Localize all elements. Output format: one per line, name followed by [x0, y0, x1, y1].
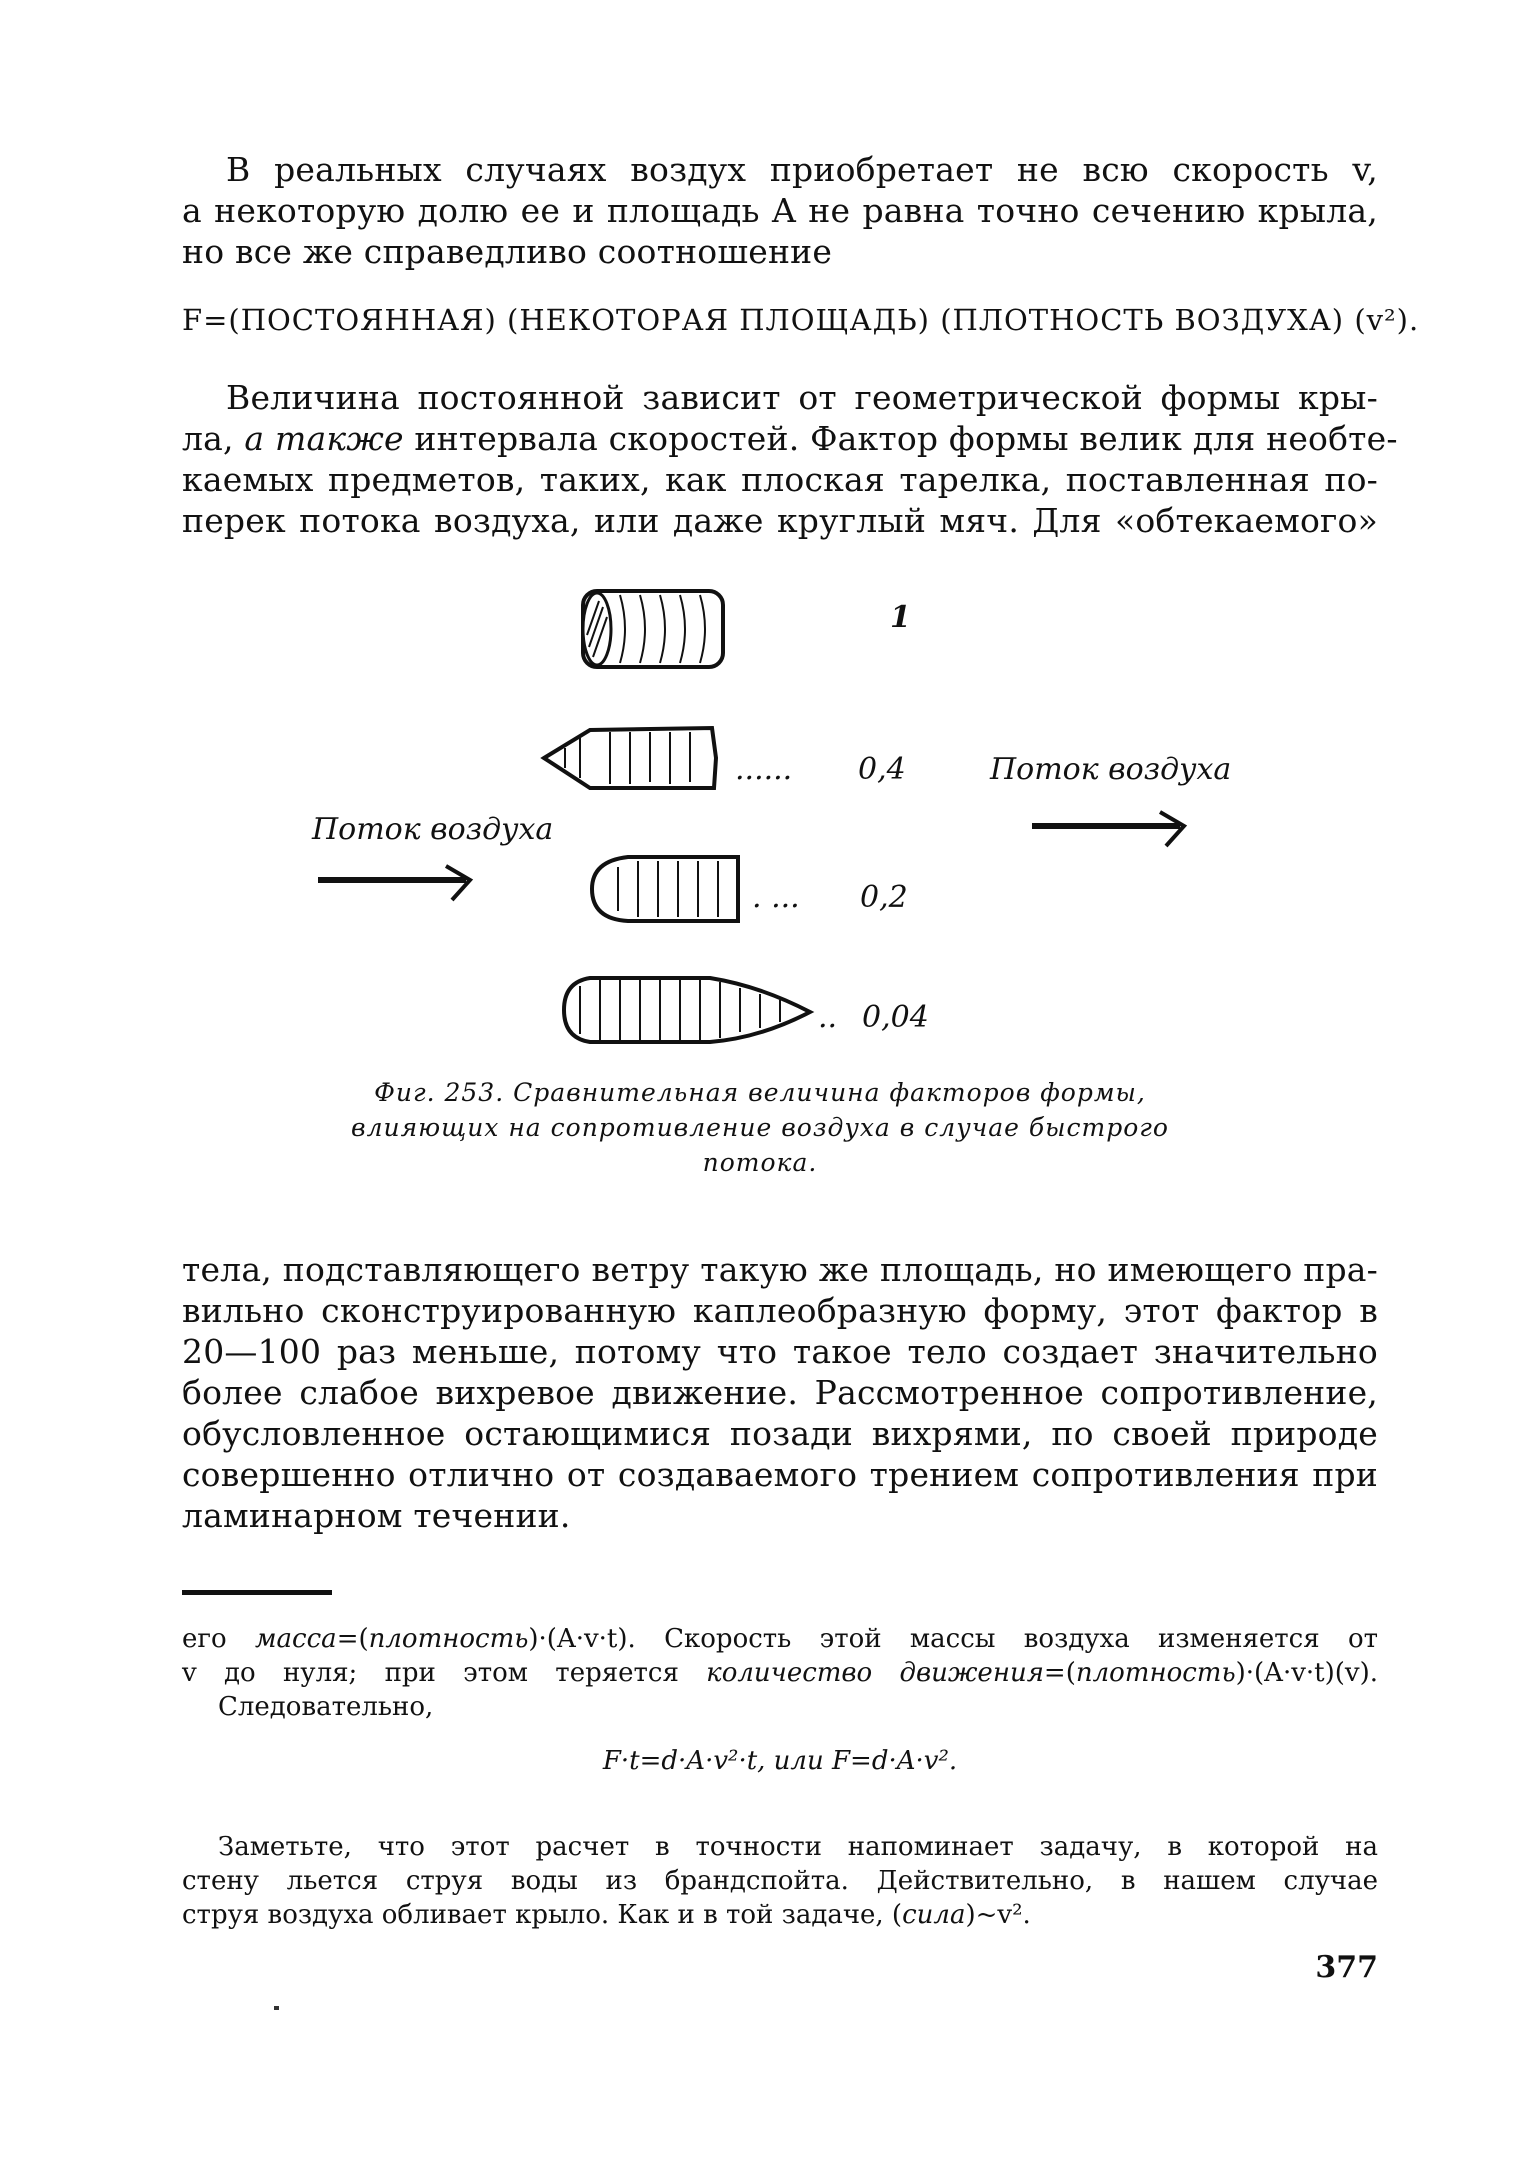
leader-dots-round: . ... [752, 880, 800, 915]
air-flow-label-right: Поток воздуха [990, 752, 1232, 787]
cone-front-shape-icon [540, 722, 720, 794]
paragraph-3-line-1: тела, подставляющего ветру такую же площадь, но имеющего пра- [182, 1250, 1378, 1289]
footnote-para-line-2: стену льется струя воды из брандспойта. Действительно, в нашем случае [182, 1866, 1378, 1896]
footnote-para-line-1: Заметьте, что этот расчет в точности напоминает задачу, в которой на [218, 1832, 1378, 1862]
paragraph-2-line-3: каемых предметов, таких, как плоская тарелка, поставленная по- [182, 460, 1378, 499]
footnote-para-line-3-post: )~v². [965, 1900, 1031, 1930]
force-formula: F=(ПОСТОЯННАЯ) (НЕКОТОРАЯ ПЛОЩАДЬ) (ПЛОТНОСТЬ ВОЗДУХА) (v²). [182, 303, 1420, 337]
footnote-para-line-3 [182, 1898, 1378, 1932]
footnote-line-2 [182, 1656, 1378, 1690]
footnote-para-line-3-pre: струя воздуха обливает крыло. Как и в той задаче, ( [182, 1900, 903, 1930]
paragraph-1-line-3: но все же справедливо соотношение [182, 232, 833, 271]
paragraph-3-line-3: 20—100 раз меньше, потому что такое тело создает значительно [182, 1332, 1378, 1371]
page-number: 377 [1315, 1950, 1378, 1985]
round-front-shape-icon [588, 853, 748, 925]
figure-caption-line-3: потока. [702, 1148, 818, 1177]
footnote-line-1 [182, 1622, 1378, 1656]
arrow-right-icon [316, 862, 476, 902]
footnote-line-2-rest: )·(A·v·t)(v). [1235, 1658, 1378, 1688]
paragraph-3-line-5: обусловленное остающимися позади вихрями, по своей природе [182, 1414, 1378, 1453]
teardrop-shape-icon [560, 972, 820, 1046]
air-flow-label-left: Поток воздуха [312, 812, 554, 847]
paragraph-3-line-4: более слабое вихревое движение. Рассмотренное сопротивление, [182, 1373, 1378, 1412]
term-momentum: количество движения [706, 1658, 1044, 1688]
factor-label-round: 0,2 [860, 880, 908, 915]
factor-label-teardrop: 0,04 [862, 1000, 929, 1035]
paragraph-1-line-1: В реальных случаях воздух приобретает не всю скорость v, [226, 150, 1378, 189]
term-density: плотность [1075, 1658, 1236, 1688]
term-density: плотность [368, 1624, 529, 1654]
scan-speck [274, 2006, 279, 2010]
footnote-formula: F·t=d·A·v²·t, или F=d·A·v². [602, 1746, 958, 1776]
paragraph-2-line-2-post: интервала скоростей. Фактор формы велик для необте- [403, 419, 1398, 458]
leader-dots-teardrop: .. [818, 1000, 838, 1035]
term-force: сила [902, 1900, 966, 1930]
arrow-right-icon [1030, 808, 1190, 848]
paragraph-3-line-7: ламинарном течении. [182, 1496, 571, 1535]
footnote-line-1-rest: )·(A·v·t). Скорость этой массы воздуха изменяется от [528, 1624, 1378, 1654]
paragraph-3-line-2: вильно сконструированную каплеобразную форму, этот фактор в [182, 1291, 1378, 1330]
footnote-line-1-pre: его [182, 1624, 255, 1654]
emphasis-also: а также [244, 419, 404, 458]
figure-caption-line-1: Фиг. 253. Сравнительная величина факторов формы, [374, 1078, 1146, 1107]
paragraph-3-line-6: совершенно отлично от создаваемого трением сопротивления при [182, 1455, 1378, 1494]
paragraph-2-line-2 [182, 419, 1398, 459]
factor-label-cone: 0,4 [858, 752, 906, 787]
figure-caption-line-2: влияющих на сопротивление воздуха в случае быстрого [351, 1113, 1169, 1142]
factor-label-cylinder: 1 [890, 600, 911, 635]
paragraph-2-line-1: Величина постоянной зависит от геометрической формы кры- [226, 378, 1378, 417]
footnote-line-2-pre: v до нуля; при этом теряется [182, 1658, 707, 1688]
paragraph-2-line-2-pre: ла, [182, 419, 245, 458]
footnote-divider [182, 1590, 332, 1595]
paragraph-1-line-2: а некоторую долю ее и площадь A не равна точно сечению крыла, [182, 191, 1378, 230]
term-mass: масса [255, 1624, 337, 1654]
cylinder-shape-icon [575, 585, 735, 673]
footnote-line-1-eq: =( [336, 1624, 369, 1654]
footnote-line-2-eq: =( [1043, 1658, 1076, 1688]
paragraph-2-line-4: перек потока воздуха, или даже круглый мяч. Для «обтекаемого» [182, 501, 1378, 540]
footnote-line-3: Следовательно, [218, 1692, 434, 1722]
leader-dots-cone: ...... [735, 752, 793, 787]
